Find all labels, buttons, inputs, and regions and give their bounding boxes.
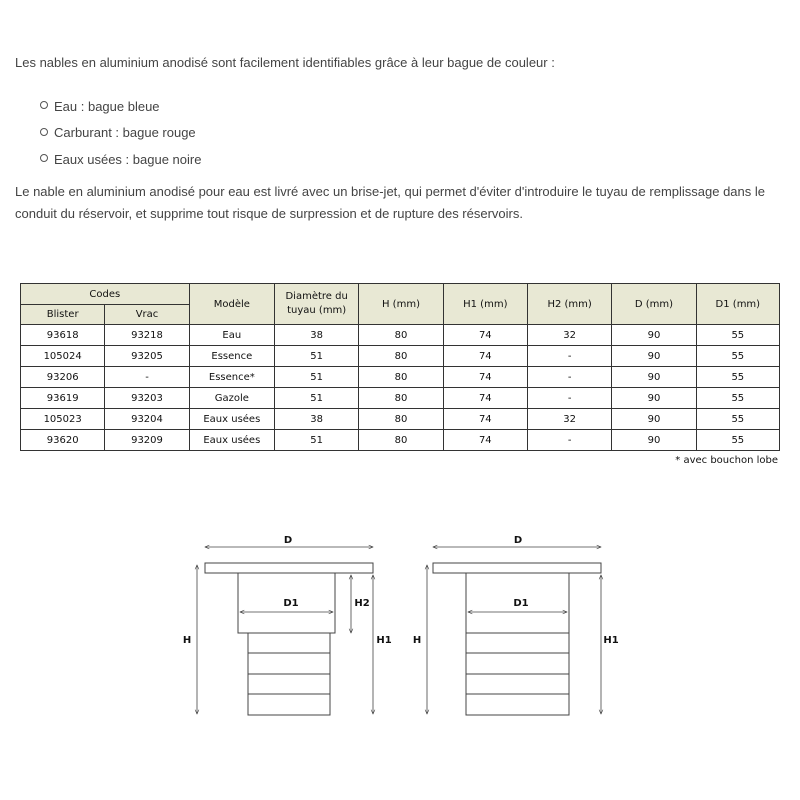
nable-right-drawing bbox=[433, 563, 601, 715]
spec-table bbox=[20, 283, 780, 451]
dim-label-h1: H1 bbox=[603, 635, 619, 646]
table-cell: Gazole bbox=[189, 388, 274, 409]
table-cell: 80 bbox=[359, 430, 443, 451]
table-row bbox=[21, 367, 780, 388]
table-cell: 93218 bbox=[105, 325, 189, 346]
table-cell: 93620 bbox=[21, 430, 105, 451]
flange-rect bbox=[433, 563, 601, 573]
header-blister: Blister bbox=[21, 305, 105, 325]
table-cell: 93619 bbox=[21, 388, 105, 409]
table-cell: 74 bbox=[443, 430, 527, 451]
table-cell: 93206 bbox=[21, 367, 105, 388]
header-d1: D1 (mm) bbox=[696, 284, 779, 325]
table-cell: 93203 bbox=[105, 388, 189, 409]
dim-label-d: D bbox=[513, 535, 523, 546]
list-item: Eaux usées : bague noire bbox=[40, 146, 201, 173]
dim-label-h2: H2 bbox=[354, 598, 370, 609]
table-cell: - bbox=[527, 346, 611, 367]
table-cell: 90 bbox=[612, 388, 696, 409]
table-cell: 93618 bbox=[21, 325, 105, 346]
table-cell: 105023 bbox=[21, 409, 105, 430]
table-cell: 90 bbox=[612, 346, 696, 367]
table-cell: 90 bbox=[612, 325, 696, 346]
header-vrac: Vrac bbox=[105, 305, 189, 325]
table-cell: 80 bbox=[359, 409, 443, 430]
table-cell: 74 bbox=[443, 367, 527, 388]
header-diametre: Diamètre du tuyau (mm) bbox=[274, 284, 358, 325]
table-cell: 80 bbox=[359, 346, 443, 367]
table-row bbox=[21, 346, 780, 367]
table-footnote: * avec bouchon lobe bbox=[675, 455, 778, 466]
header-modele: Modèle bbox=[189, 284, 274, 325]
table-cell: 90 bbox=[612, 409, 696, 430]
table-cell: 74 bbox=[443, 325, 527, 346]
table-row bbox=[21, 325, 780, 346]
header-h1: H1 (mm) bbox=[443, 284, 527, 325]
table-cell: Eaux usées bbox=[189, 430, 274, 451]
table-cell: 51 bbox=[274, 430, 358, 451]
table-cell: 80 bbox=[359, 325, 443, 346]
list-item: Eau : bague bleue bbox=[40, 93, 201, 120]
table-cell: 93205 bbox=[105, 346, 189, 367]
nable-left-drawing bbox=[205, 563, 373, 715]
header-codes: Codes bbox=[21, 284, 190, 305]
dim-label-h: H bbox=[182, 635, 192, 646]
table-cell: 80 bbox=[359, 367, 443, 388]
list-item: Carburant : bague rouge bbox=[40, 120, 201, 147]
flange-rect bbox=[205, 563, 373, 573]
color-ring-list bbox=[40, 93, 201, 173]
table-cell: Essence bbox=[189, 346, 274, 367]
table-cell: 74 bbox=[443, 388, 527, 409]
table-cell: 90 bbox=[612, 367, 696, 388]
header-d: D (mm) bbox=[612, 284, 696, 325]
dim-label-h: H bbox=[412, 635, 422, 646]
table-cell: 74 bbox=[443, 409, 527, 430]
header-h2: H2 (mm) bbox=[527, 284, 611, 325]
table-cell: 55 bbox=[696, 367, 779, 388]
table-cell: - bbox=[527, 388, 611, 409]
dim-label-d: D bbox=[283, 535, 293, 546]
dim-label-h1: H1 bbox=[376, 635, 392, 646]
table-cell: 55 bbox=[696, 409, 779, 430]
table-cell: 51 bbox=[274, 367, 358, 388]
table-row bbox=[21, 430, 780, 451]
table-cell: 93209 bbox=[105, 430, 189, 451]
table-row bbox=[21, 409, 780, 430]
table-cell: - bbox=[105, 367, 189, 388]
table-cell: 55 bbox=[696, 430, 779, 451]
table-cell: 51 bbox=[274, 346, 358, 367]
dim-label-d1: D1 bbox=[513, 598, 529, 609]
description-paragraph: Le nable en aluminium anodisé pour eau est livré avec un brise-jet, qui permet d'éviter d'introduire le tuyau de remplissage dans le conduit du réservoir, et supprime tout risque de surpression et de rupture des réservoirs. bbox=[15, 184, 766, 221]
intro-text: Les nables en aluminium anodisé sont facilement identifiables grâce à leur bague de couleur : bbox=[15, 55, 555, 70]
table-cell: 90 bbox=[612, 430, 696, 451]
table-cell: - bbox=[527, 367, 611, 388]
circle-bullet-icon bbox=[40, 101, 48, 109]
table-cell: 105024 bbox=[21, 346, 105, 367]
table-cell: Eaux usées bbox=[189, 409, 274, 430]
table-cell: 32 bbox=[527, 325, 611, 346]
table-cell: 93204 bbox=[105, 409, 189, 430]
circle-bullet-icon bbox=[40, 128, 48, 136]
header-h: H (mm) bbox=[359, 284, 443, 325]
table-cell: Essence* bbox=[189, 367, 274, 388]
table-cell: 38 bbox=[274, 325, 358, 346]
table-cell: 74 bbox=[443, 346, 527, 367]
table-cell: 32 bbox=[527, 409, 611, 430]
circle-bullet-icon bbox=[40, 154, 48, 162]
table-cell: 51 bbox=[274, 388, 358, 409]
dimension-diagram bbox=[0, 520, 800, 730]
table-row bbox=[21, 388, 780, 409]
table-cell: 55 bbox=[696, 346, 779, 367]
table-cell: 80 bbox=[359, 388, 443, 409]
dim-label-d1: D1 bbox=[283, 598, 299, 609]
table-cell: 55 bbox=[696, 388, 779, 409]
table-cell: Eau bbox=[189, 325, 274, 346]
table-cell: 55 bbox=[696, 325, 779, 346]
table-cell: 38 bbox=[274, 409, 358, 430]
table-cell: - bbox=[527, 430, 611, 451]
